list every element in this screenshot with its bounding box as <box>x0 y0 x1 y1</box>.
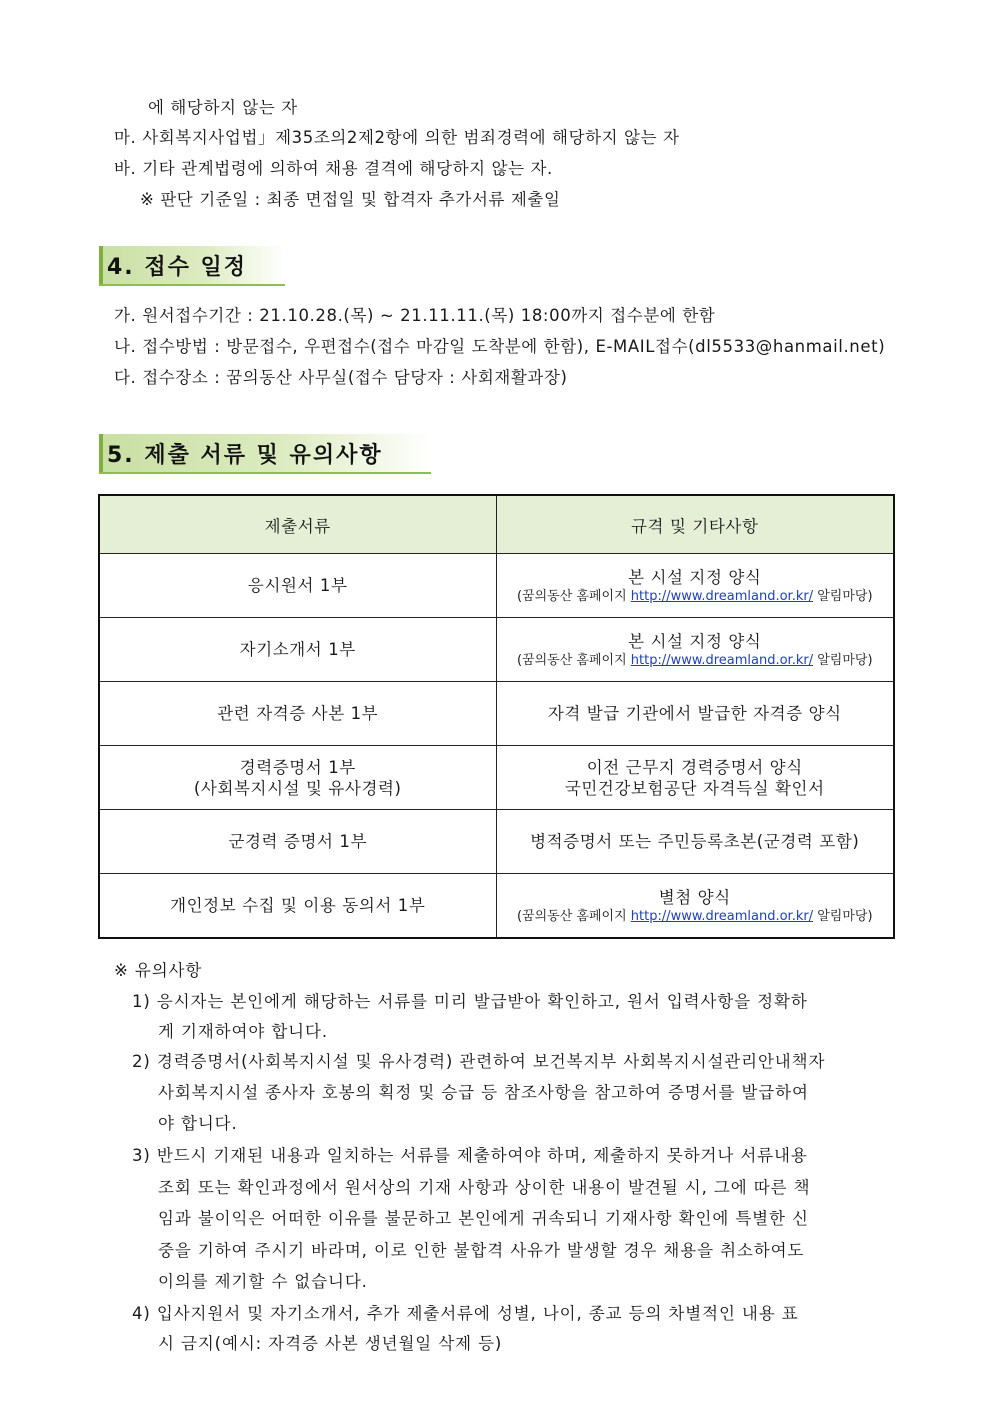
table-header-row <box>99 495 894 554</box>
documents-table <box>98 494 895 939</box>
spec-sub-prefix: (꿈의동산 홈페이지 <box>516 652 631 668</box>
note-line: 야 합니다. <box>158 1114 238 1133</box>
note-line: 이의를 제기할 수 없습니다. <box>158 1272 368 1291</box>
spec-sub <box>501 908 890 925</box>
homepage-link[interactable]: http://www.dreamland.or.kr/ <box>630 588 814 604</box>
section4-item-3: 다. 접수장소 : 꿈의동산 사무실(접수 담당자 : 사회재활과장) <box>114 368 568 387</box>
header-documents: 제출서류 <box>99 495 496 554</box>
intro-line-2: 마. 사회복지사업법」제35조의2제2항에 의한 범죄경력에 해당하지 않는 자 <box>114 128 680 147</box>
doc-cell: 개인정보 수집 및 이용 동의서 1부 <box>99 874 496 939</box>
spec-cell <box>496 746 894 810</box>
note-line: 4) 입사지원서 및 자기소개서, 추가 제출서류에 성별, 나이, 종교 등의 차별적인 내용 표 <box>132 1304 799 1323</box>
note-line: 게 기재하여야 합니다. <box>158 1022 328 1041</box>
spec-sub-suffix: 알림마당) <box>813 588 873 604</box>
spec-sub <box>501 588 890 605</box>
spec-sub <box>501 652 890 669</box>
spec-sub-prefix: (꿈의동산 홈페이지 <box>516 588 631 604</box>
table-row <box>99 810 894 874</box>
section4-item-1: 가. 원서접수기간 : 21.10.28.(목) ~ 21.11.11.(목) 18:00까지 접수분에 한함 <box>114 306 716 325</box>
doc-cell: 관련 자격증 사본 1부 <box>99 682 496 746</box>
homepage-link[interactable]: http://www.dreamland.or.kr/ <box>630 652 814 668</box>
table-row <box>99 618 894 682</box>
doc-detail: (사회복지시설 및 유사경력) <box>193 778 402 798</box>
table-row <box>99 554 894 618</box>
spec-main-2: 국민건강보험공단 자격득실 확인서 <box>564 778 825 798</box>
intro-line-1: 에 해당하지 않는 자 <box>148 98 298 117</box>
spec-main: 별첨 양식 <box>658 887 731 907</box>
note-line: 2) 경력증명서(사회복지시설 및 유사경력) 관련하여 보건복지부 사회복지시설관리안내책자 <box>132 1052 826 1071</box>
note-line: 시 금지(예시: 자격증 사본 생년월일 삭제 등) <box>158 1334 503 1353</box>
section4-item-2: 나. 접수방법 : 방문접수, 우편접수(접수 마감일 도착분에 한함), E-MAIL접수(dl5533@hanmail.net) <box>114 337 886 356</box>
intro-note: ※ 판단 기준일 : 최종 면접일 및 합격자 추가서류 제출일 <box>140 190 561 209</box>
doc-cell: 응시원서 1부 <box>99 554 496 618</box>
note-line: 사회복지시설 종사자 호봉의 획정 및 승급 등 참조사항을 참고하여 증명서를 발급하여 <box>158 1083 809 1102</box>
header-specs: 규격 및 기타사항 <box>496 495 894 554</box>
spec-cell: 병적증명서 또는 주민등록초본(군경력 포함) <box>496 810 894 874</box>
note-line: 1) 응시자는 본인에게 해당하는 서류를 미리 발급받아 확인하고, 원서 입력사항을 정확하 <box>132 992 808 1011</box>
spec-main: 이전 근무지 경력증명서 양식 <box>586 757 803 777</box>
doc-cell: 자기소개서 1부 <box>99 618 496 682</box>
note-line: 임과 불이익은 어떠한 이유를 불문하고 본인에게 귀속되니 기재사항 확인에 특별한 신 <box>158 1209 809 1228</box>
note-line: 조회 또는 확인과정에서 원서상의 기재 사항과 상이한 내용이 발견될 시, 그에 따른 책 <box>158 1178 811 1197</box>
spec-cell <box>496 554 894 618</box>
table-row <box>99 874 894 939</box>
spec-cell: 자격 발급 기관에서 발급한 자격증 양식 <box>496 682 894 746</box>
section4-heading <box>99 246 285 286</box>
section5-heading <box>99 434 431 474</box>
spec-cell <box>496 874 894 939</box>
spec-sub-suffix: 알림마당) <box>813 908 873 924</box>
table-row <box>99 682 894 746</box>
doc-cell: 군경력 증명서 1부 <box>99 810 496 874</box>
doc-main: 경력증명서 1부 <box>239 757 356 777</box>
section4-title: 4. 접수 일정 <box>107 254 247 280</box>
spec-main: 본 시설 지정 양식 <box>628 567 762 587</box>
homepage-link[interactable]: http://www.dreamland.or.kr/ <box>630 908 814 924</box>
note-line: 3) 반드시 기재된 내용과 일치하는 서류를 제출하여야 하며, 제출하지 못하거나 서류내용 <box>132 1146 808 1165</box>
spec-cell <box>496 618 894 682</box>
doc-cell <box>99 746 496 810</box>
section5-title: 5. 제출 서류 및 유의사항 <box>107 442 383 468</box>
table-row <box>99 746 894 810</box>
notes-title: ※ 유의사항 <box>114 961 203 980</box>
spec-sub-suffix: 알림마당) <box>813 652 873 668</box>
spec-main: 본 시설 지정 양식 <box>628 631 762 651</box>
intro-line-3: 바. 기타 관계법령에 의하여 채용 결격에 해당하지 않는 자. <box>114 159 553 178</box>
spec-sub-prefix: (꿈의동산 홈페이지 <box>516 908 631 924</box>
note-line: 중을 기하여 주시기 바라며, 이로 인한 불합격 사유가 발생할 경우 채용을 취소하여도 <box>158 1241 805 1260</box>
